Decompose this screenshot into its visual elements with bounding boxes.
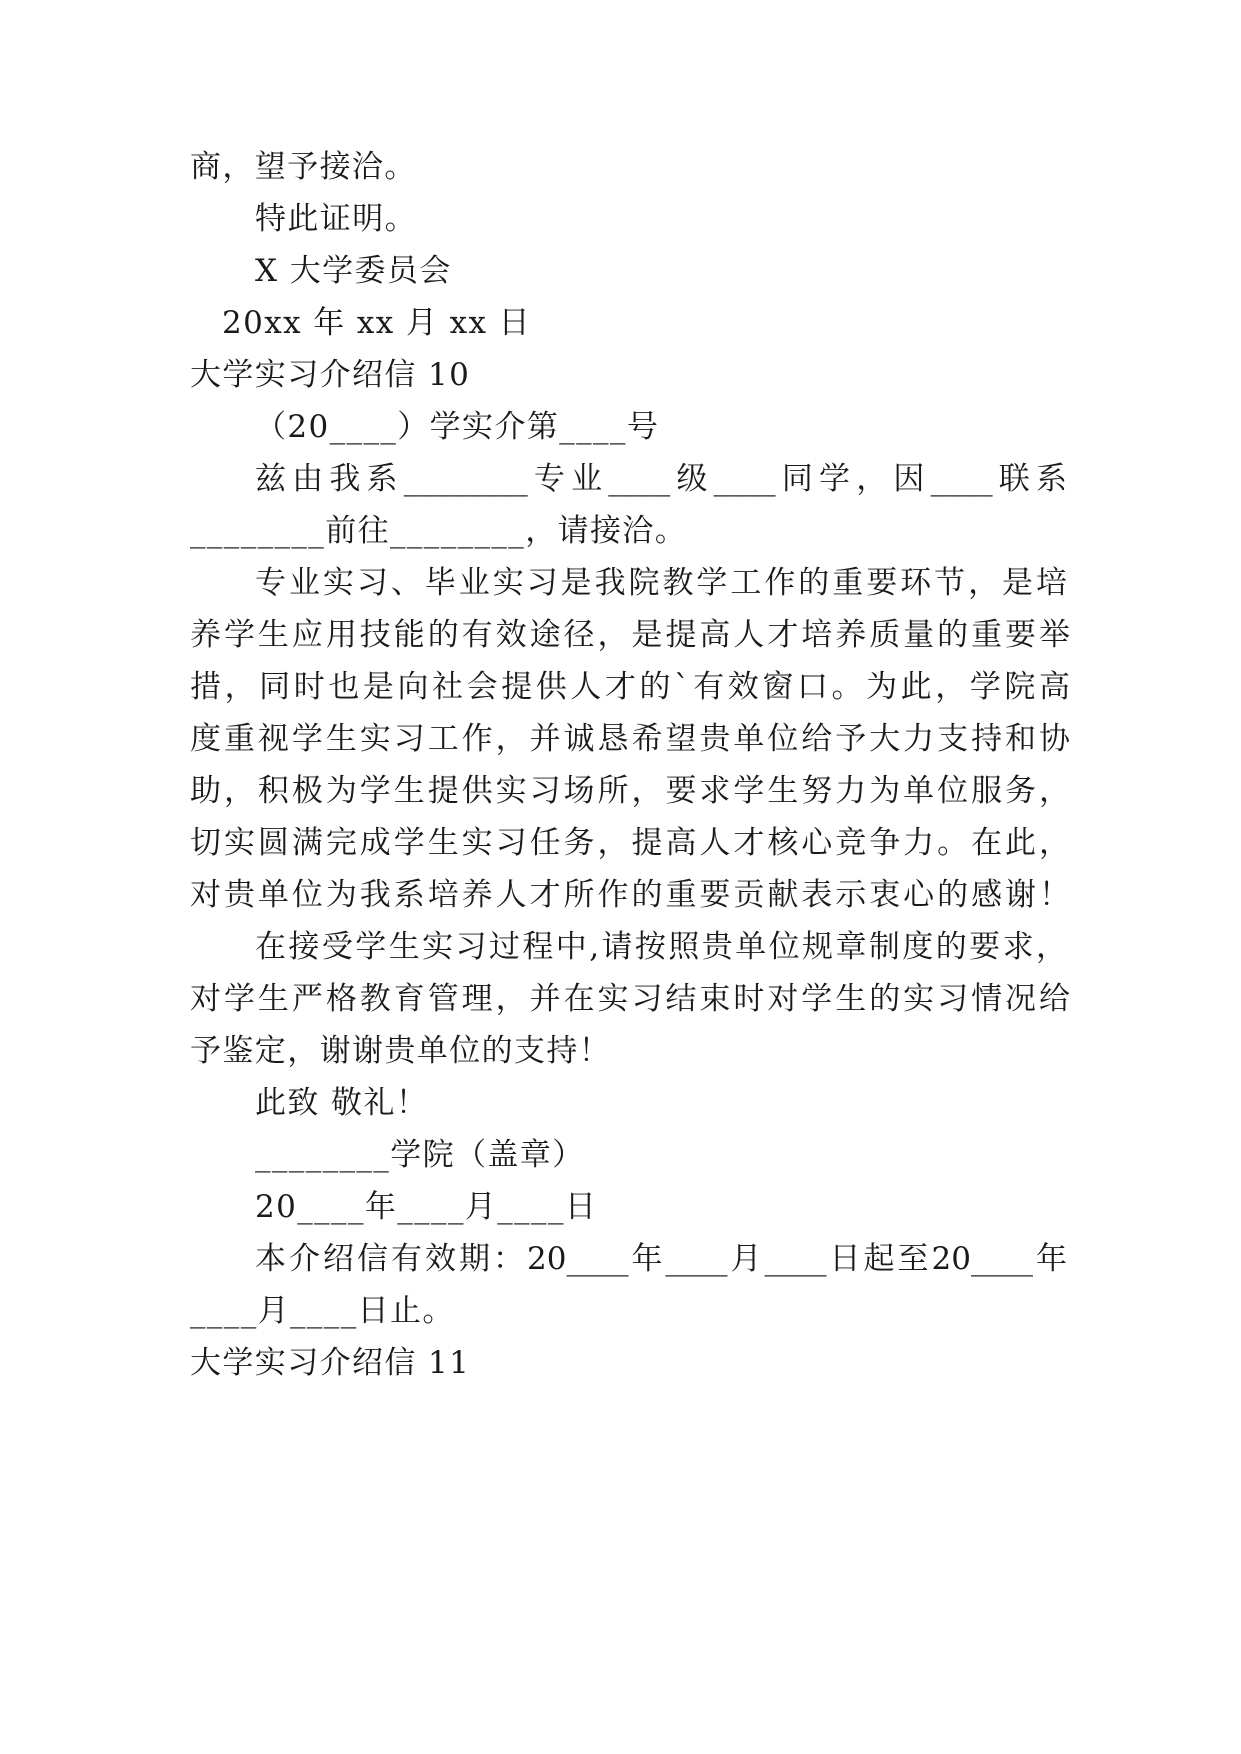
paragraph-line: 对学生严格教育管理，并在实习结束时对学生的实习情况给 [190, 981, 1070, 1017]
paragraph-line: 切实圆满完成学生实习任务，提高人才核心竞争力。在此， [190, 825, 1070, 861]
closing-salutation: 此致 敬礼！ [255, 1085, 429, 1121]
date-line: 20____年____月____日 [255, 1189, 598, 1225]
section-heading: 大学实习介绍信 11 [190, 1345, 471, 1381]
college-seal-line: ________学院（盖章） [255, 1137, 585, 1173]
paragraph-line: 对贵单位为我系培养人才所作的重要贡献表示衷心的感谢！ [190, 877, 1070, 913]
paragraph-line: 予鉴定，谢谢贵单位的支持！ [190, 1033, 612, 1069]
signature-org: X 大学委员会 [255, 253, 452, 289]
paragraph-line: 措，同时也是向社会提供人才的`有效窗口。为此，学院高 [190, 669, 1070, 705]
text-line: 商，望予接洽。 [190, 149, 417, 185]
validity-line: ____月____日止。 [190, 1293, 455, 1329]
paragraph-line: 兹由我系________专业____级____同学，因____联系 [255, 461, 1067, 497]
paragraph-line: 助，积极为学生提供实习场所，要求学生努力为单位服务， [190, 773, 1070, 809]
paragraph-line: 在接受学生实习过程中,请按照贵单位规章制度的要求， [255, 929, 1067, 965]
paragraph-line: 度重视学生实习工作，并诚恳希望贵单位给予大力支持和协 [190, 721, 1070, 757]
paragraph-line: 专业实习、毕业实习是我院教学工作的重要环节，是培 [255, 565, 1067, 601]
paragraph-line: 养学生应用技能的有效途径，是提高人才培养质量的重要举 [190, 617, 1070, 653]
reference-number: （20____）学实介第____号 [255, 409, 660, 445]
signature-date: 20xx 年 xx 月 xx 日 [222, 305, 532, 341]
validity-line: 本介绍信有效期：20____年____月____日起至20____年 [255, 1241, 1067, 1277]
paragraph-line: ________前往________，请接洽。 [190, 513, 688, 549]
text-line: 特此证明。 [255, 201, 417, 237]
section-heading: 大学实习介绍信 10 [190, 357, 471, 393]
